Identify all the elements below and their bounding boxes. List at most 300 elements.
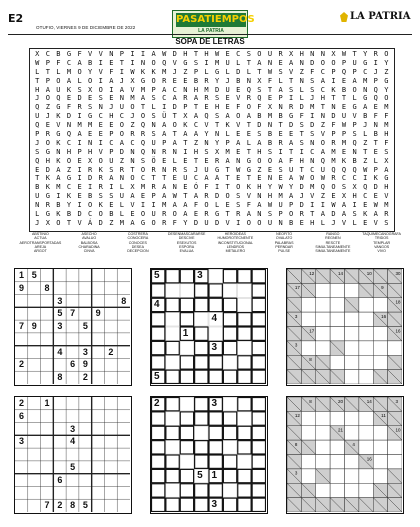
shape-cell[interactable] — [223, 370, 236, 383]
sudoku-cell[interactable]: 6 — [70, 359, 76, 370]
sudoku-cell[interactable] — [66, 371, 79, 384]
sudoku-cell[interactable] — [92, 333, 105, 346]
kakuro-entry-cell[interactable] — [316, 327, 330, 341]
kakuro-entry-cell[interactable] — [373, 341, 387, 355]
kakuro-entry-cell[interactable] — [388, 341, 402, 355]
sudoku-cell[interactable]: 1 — [44, 398, 50, 408]
sudoku-cell[interactable] — [28, 346, 41, 359]
kakuro-entry-cell[interactable] — [359, 341, 373, 355]
shape-cell[interactable] — [252, 426, 265, 439]
sudoku-cell[interactable] — [79, 461, 92, 474]
shape-cell[interactable] — [195, 441, 208, 454]
kakuro-entry-cell[interactable] — [359, 327, 373, 341]
sudoku-cell[interactable] — [53, 423, 66, 436]
sudoku-cell[interactable] — [117, 486, 130, 499]
shape-cell[interactable] — [238, 356, 251, 369]
sudoku-cell[interactable]: 3 — [70, 423, 76, 434]
kakuro-entry-cell[interactable] — [345, 283, 359, 297]
sudoku-cell[interactable] — [53, 448, 66, 461]
shape-cell[interactable] — [166, 469, 179, 482]
kakuro-entry-cell[interactable] — [330, 455, 344, 469]
sudoku-cell[interactable] — [117, 269, 130, 282]
shape-cell[interactable] — [195, 370, 208, 383]
sudoku-cell[interactable] — [15, 423, 28, 436]
sudoku-cell[interactable] — [92, 346, 105, 359]
sudoku-cell[interactable]: 9 — [82, 359, 88, 370]
sudoku-cell[interactable] — [92, 474, 105, 487]
sudoku-cell[interactable] — [92, 320, 105, 333]
sudoku-cell[interactable] — [28, 448, 41, 461]
kakuro-entry-cell[interactable] — [330, 411, 344, 425]
sudoku-cell[interactable] — [66, 397, 79, 410]
sudoku-cell[interactable] — [41, 371, 54, 384]
shape-cell[interactable] — [166, 341, 179, 354]
sudoku-cell[interactable]: 9 — [31, 321, 37, 332]
sudoku-cell[interactable]: 2 — [108, 346, 114, 357]
sudoku-cell[interactable] — [28, 461, 41, 474]
sudoku-cell[interactable] — [28, 282, 41, 295]
sudoku-cell[interactable] — [53, 461, 66, 474]
sudoku-cell[interactable]: 5 — [70, 461, 76, 472]
sudoku-cell[interactable] — [117, 461, 130, 474]
sudoku-cell[interactable] — [28, 307, 41, 320]
shape-cell[interactable] — [252, 370, 265, 383]
sudoku-cell[interactable]: 4 — [70, 436, 76, 447]
shape-cell[interactable] — [166, 412, 179, 425]
shape-cell[interactable] — [252, 356, 265, 369]
shape-cell[interactable] — [238, 284, 251, 297]
kakuro-entry-cell[interactable] — [359, 440, 373, 454]
sudoku-cell[interactable]: 2 — [18, 398, 24, 408]
shape-cell[interactable] — [166, 455, 179, 468]
kakuro-entry-cell[interactable] — [301, 298, 315, 312]
sudoku-cell[interactable]: 1 — [18, 270, 24, 280]
sudoku-cell[interactable] — [66, 410, 79, 423]
kakuro-entry-cell[interactable] — [345, 455, 359, 469]
kakuro-entry-cell[interactable] — [373, 426, 387, 440]
sudoku-cell[interactable] — [117, 371, 130, 384]
kakuro-entry-cell[interactable] — [301, 455, 315, 469]
shape-cell[interactable] — [223, 484, 236, 497]
sudoku-cell[interactable] — [117, 358, 130, 371]
sudoku-cell[interactable] — [104, 295, 117, 308]
shape-cell[interactable] — [180, 412, 193, 425]
shape-cell[interactable] — [223, 341, 236, 354]
kakuro-entry-cell[interactable] — [330, 440, 344, 454]
shape-cell[interactable] — [223, 284, 236, 297]
kakuro-entry-cell[interactable] — [345, 312, 359, 326]
sudoku-cell[interactable] — [92, 397, 105, 410]
shape-cell[interactable] — [180, 426, 193, 439]
sudoku-cell[interactable] — [117, 474, 130, 487]
shape-cell[interactable] — [152, 313, 165, 326]
sudoku-cell[interactable] — [117, 320, 130, 333]
sudoku-cell[interactable] — [104, 410, 117, 423]
kakuro-entry-cell[interactable] — [316, 298, 330, 312]
shape-cell[interactable] — [180, 298, 193, 311]
sudoku-cell[interactable]: 4 — [57, 346, 63, 357]
sudoku-cell[interactable]: 6 — [18, 410, 24, 421]
shape-cell[interactable] — [195, 341, 208, 354]
sudoku-cell[interactable] — [117, 448, 130, 461]
kakuro-entry-cell[interactable] — [301, 469, 315, 483]
sudoku-cell[interactable]: 2 — [82, 372, 88, 383]
sudoku-cell[interactable] — [28, 486, 41, 499]
shape-cell[interactable] — [195, 356, 208, 369]
shape-cell[interactable] — [238, 412, 251, 425]
kakuro-entry-cell[interactable] — [330, 327, 344, 341]
kakuro-entry-cell[interactable] — [316, 341, 330, 355]
sudoku-cell[interactable] — [28, 435, 41, 448]
sudoku-cell[interactable] — [41, 346, 54, 359]
kakuro-entry-cell[interactable] — [330, 283, 344, 297]
sudoku-cell[interactable] — [41, 410, 54, 423]
shape-cell[interactable] — [252, 398, 265, 411]
sudoku-cell[interactable] — [66, 295, 79, 308]
kakuro-entry-cell[interactable] — [373, 327, 387, 341]
sudoku-cell[interactable] — [92, 269, 105, 282]
kakuro-entry-cell[interactable] — [359, 483, 373, 497]
shape-cell[interactable] — [180, 356, 193, 369]
sudoku-cell[interactable]: 5 — [31, 270, 37, 280]
shape-cell[interactable] — [223, 412, 236, 425]
shape-cell[interactable] — [152, 498, 165, 511]
sudoku-cell[interactable]: 7 — [70, 308, 76, 319]
shape-cell[interactable] — [252, 313, 265, 326]
sudoku-cell[interactable]: 3 — [57, 295, 63, 306]
shape-cell[interactable] — [152, 412, 165, 425]
shape-cell[interactable] — [180, 313, 193, 326]
kakuro-entry-cell[interactable] — [301, 426, 315, 440]
sudoku-cell[interactable] — [104, 474, 117, 487]
sudoku-cell[interactable] — [104, 320, 117, 333]
sudoku-cell[interactable] — [66, 320, 79, 333]
shape-cell[interactable] — [223, 270, 236, 283]
shape-cell[interactable] — [180, 455, 193, 468]
sudoku-cell[interactable] — [92, 282, 105, 295]
sudoku-cell[interactable] — [79, 295, 92, 308]
sudoku-cell[interactable]: 7 — [18, 321, 24, 332]
sudoku-cell[interactable] — [79, 269, 92, 282]
shape-cell[interactable] — [238, 484, 251, 497]
kakuro-entry-cell[interactable] — [316, 455, 330, 469]
sudoku-cell[interactable] — [28, 410, 41, 423]
sudoku-cell[interactable]: 8 — [70, 500, 76, 511]
shape-cell[interactable] — [152, 469, 165, 482]
shape-cell[interactable] — [166, 356, 179, 369]
sudoku-cell[interactable]: 3 — [18, 436, 24, 447]
sudoku-cell[interactable] — [117, 435, 130, 448]
shape-cell[interactable] — [252, 498, 265, 511]
shape-cell[interactable] — [238, 298, 251, 311]
kakuro-entry-cell[interactable] — [388, 455, 402, 469]
kakuro-entry-cell[interactable] — [316, 411, 330, 425]
shape-cell[interactable] — [166, 313, 179, 326]
sudoku-cell[interactable] — [41, 333, 54, 346]
sudoku-cell[interactable] — [15, 307, 28, 320]
shape-cell[interactable] — [252, 455, 265, 468]
shape-cell[interactable] — [252, 270, 265, 283]
sudoku-cell[interactable] — [79, 397, 92, 410]
sudoku-cell[interactable] — [104, 397, 117, 410]
kakuro-entry-cell[interactable] — [330, 298, 344, 312]
sudoku-cell[interactable] — [104, 333, 117, 346]
sudoku-cell[interactable] — [41, 435, 54, 448]
shape-cell[interactable] — [252, 484, 265, 497]
shape-cell[interactable] — [209, 484, 222, 497]
shape-cell[interactable] — [152, 426, 165, 439]
shape-cell[interactable] — [252, 298, 265, 311]
kakuro-entry-cell[interactable] — [316, 483, 330, 497]
sudoku-cell[interactable] — [28, 499, 41, 512]
shape-cell[interactable] — [238, 341, 251, 354]
sudoku-cell[interactable] — [92, 486, 105, 499]
shape-cell[interactable] — [238, 498, 251, 511]
kakuro-entry-cell[interactable] — [345, 370, 359, 384]
shape-cell[interactable] — [152, 284, 165, 297]
sudoku-cell[interactable] — [28, 358, 41, 371]
kakuro-entry-cell[interactable] — [301, 411, 315, 425]
shape-cell[interactable] — [209, 370, 222, 383]
shape-cell[interactable] — [252, 441, 265, 454]
kakuro-entry-cell[interactable] — [359, 469, 373, 483]
sudoku-cell[interactable] — [104, 282, 117, 295]
sudoku-cell[interactable]: 8 — [121, 295, 127, 306]
sudoku-cell[interactable] — [41, 423, 54, 436]
shape-cell[interactable] — [195, 284, 208, 297]
shape-cell[interactable] — [180, 284, 193, 297]
sudoku-cell[interactable] — [92, 461, 105, 474]
shape-cell[interactable] — [209, 426, 222, 439]
shape-cell[interactable] — [195, 498, 208, 511]
sudoku-cell[interactable]: 3 — [57, 321, 63, 332]
shape-cell[interactable] — [252, 341, 265, 354]
shape-cell[interactable] — [166, 441, 179, 454]
shape-cell[interactable] — [238, 426, 251, 439]
shape-cell[interactable] — [238, 313, 251, 326]
kakuro-entry-cell[interactable] — [345, 355, 359, 369]
sudoku-cell[interactable] — [66, 333, 79, 346]
sudoku-cell[interactable] — [28, 333, 41, 346]
kakuro-entry-cell[interactable] — [373, 469, 387, 483]
sudoku-cell[interactable] — [15, 333, 28, 346]
shape-cell[interactable] — [252, 327, 265, 340]
kakuro-entry-cell[interactable] — [316, 312, 330, 326]
sudoku-cell[interactable] — [79, 307, 92, 320]
sudoku-cell[interactable]: 9 — [95, 308, 101, 319]
shape-cell[interactable] — [180, 441, 193, 454]
sudoku-cell[interactable] — [53, 397, 66, 410]
shape-cell[interactable] — [223, 313, 236, 326]
sudoku-cell[interactable] — [53, 410, 66, 423]
shape-cell[interactable] — [195, 327, 208, 340]
shape-cell[interactable] — [223, 327, 236, 340]
kakuro-entry-cell[interactable] — [330, 312, 344, 326]
shape-cell[interactable] — [238, 370, 251, 383]
sudoku-cell[interactable] — [92, 499, 105, 512]
sudoku-cell[interactable] — [41, 320, 54, 333]
sudoku-cell[interactable] — [53, 269, 66, 282]
sudoku-cell[interactable]: 3 — [82, 346, 88, 357]
sudoku-cell[interactable] — [41, 474, 54, 487]
shape-cell[interactable] — [166, 298, 179, 311]
sudoku-cell[interactable] — [117, 346, 130, 359]
kakuro-entry-cell[interactable] — [316, 283, 330, 297]
shape-cell[interactable] — [180, 270, 193, 283]
sudoku-cell[interactable] — [104, 435, 117, 448]
sudoku-cell[interactable]: 9 — [18, 282, 24, 293]
sudoku-cell[interactable] — [104, 423, 117, 436]
kakuro-entry-cell[interactable] — [359, 355, 373, 369]
shape-cell[interactable] — [238, 398, 251, 411]
shape-cell[interactable] — [223, 426, 236, 439]
sudoku-cell[interactable] — [92, 295, 105, 308]
sudoku-cell[interactable] — [117, 307, 130, 320]
kakuro-entry-cell[interactable] — [345, 327, 359, 341]
shape-cell[interactable] — [195, 484, 208, 497]
kakuro-entry-cell[interactable] — [373, 298, 387, 312]
shape-cell[interactable] — [238, 455, 251, 468]
sudoku-cell[interactable] — [79, 448, 92, 461]
shape-cell[interactable] — [195, 426, 208, 439]
sudoku-cell[interactable] — [28, 397, 41, 410]
sudoku-cell[interactable] — [104, 269, 117, 282]
sudoku-cell[interactable] — [79, 486, 92, 499]
sudoku-cell[interactable]: 5 — [82, 500, 88, 511]
shape-cell[interactable] — [166, 370, 179, 383]
shape-cell[interactable] — [223, 298, 236, 311]
shape-cell[interactable] — [209, 270, 222, 283]
kakuro-entry-cell[interactable] — [345, 341, 359, 355]
shape-cell[interactable] — [180, 398, 193, 411]
sudoku-cell[interactable] — [117, 410, 130, 423]
shape-cell[interactable] — [238, 327, 251, 340]
kakuro-entry-cell[interactable] — [301, 341, 315, 355]
kakuro-entry-cell[interactable] — [330, 469, 344, 483]
kakuro-entry-cell[interactable] — [345, 483, 359, 497]
shape-cell[interactable] — [152, 484, 165, 497]
kakuro-entry-cell[interactable] — [301, 312, 315, 326]
shape-cell[interactable] — [238, 441, 251, 454]
sudoku-cell[interactable] — [66, 486, 79, 499]
sudoku-cell[interactable] — [41, 269, 54, 282]
shape-cell[interactable] — [152, 341, 165, 354]
shape-cell[interactable] — [180, 498, 193, 511]
sudoku-cell[interactable] — [41, 486, 54, 499]
sudoku-cell[interactable] — [66, 474, 79, 487]
shape-cell[interactable] — [166, 498, 179, 511]
shape-cell[interactable] — [166, 327, 179, 340]
shape-cell[interactable] — [223, 356, 236, 369]
sudoku-cell[interactable] — [53, 358, 66, 371]
shape-cell[interactable] — [238, 270, 251, 283]
shape-cell[interactable] — [209, 441, 222, 454]
sudoku-cell[interactable] — [15, 448, 28, 461]
shape-cell[interactable] — [223, 469, 236, 482]
sudoku-cell[interactable] — [53, 486, 66, 499]
shape-cell[interactable] — [223, 441, 236, 454]
sudoku-cell[interactable] — [117, 423, 130, 436]
shape-cell[interactable] — [166, 398, 179, 411]
shape-cell[interactable] — [166, 284, 179, 297]
sudoku-cell[interactable] — [117, 499, 130, 512]
shape-cell[interactable] — [195, 412, 208, 425]
kakuro-entry-cell[interactable] — [373, 355, 387, 369]
sudoku-cell[interactable]: 2 — [18, 359, 24, 370]
kakuro-entry-cell[interactable] — [359, 411, 373, 425]
sudoku-cell[interactable] — [66, 269, 79, 282]
kakuro-entry-cell[interactable] — [330, 355, 344, 369]
sudoku-cell[interactable] — [104, 358, 117, 371]
sudoku-cell[interactable] — [15, 499, 28, 512]
sudoku-cell[interactable]: 8 — [57, 372, 63, 383]
shape-cell[interactable] — [195, 298, 208, 311]
sudoku-cell[interactable] — [79, 282, 92, 295]
kakuro-entry-cell[interactable] — [345, 411, 359, 425]
shape-cell[interactable] — [152, 455, 165, 468]
sudoku-cell[interactable]: 2 — [57, 500, 63, 511]
sudoku-cell[interactable] — [41, 358, 54, 371]
shape-cell[interactable] — [180, 370, 193, 383]
sudoku-cell[interactable]: 6 — [57, 474, 63, 485]
sudoku-cell[interactable] — [92, 448, 105, 461]
sudoku-cell[interactable] — [53, 435, 66, 448]
shape-cell[interactable] — [152, 356, 165, 369]
sudoku-cell[interactable] — [41, 448, 54, 461]
sudoku-cell[interactable] — [92, 358, 105, 371]
sudoku-cell[interactable]: 8 — [44, 282, 50, 293]
sudoku-cell[interactable] — [15, 371, 28, 384]
sudoku-cell[interactable] — [117, 282, 130, 295]
shape-cell[interactable] — [166, 426, 179, 439]
shape-cell[interactable] — [223, 498, 236, 511]
sudoku-cell[interactable] — [66, 346, 79, 359]
shape-cell[interactable] — [209, 298, 222, 311]
shape-cell[interactable] — [195, 313, 208, 326]
sudoku-cell[interactable] — [41, 295, 54, 308]
sudoku-cell[interactable] — [28, 423, 41, 436]
shape-cell[interactable] — [180, 341, 193, 354]
shape-cell[interactable] — [209, 327, 222, 340]
kakuro-entry-cell[interactable] — [373, 440, 387, 454]
kakuro-entry-cell[interactable] — [345, 469, 359, 483]
sudoku-cell[interactable] — [53, 333, 66, 346]
sudoku-cell[interactable]: 5 — [57, 308, 63, 319]
shape-cell[interactable] — [166, 270, 179, 283]
sudoku-cell[interactable] — [41, 307, 54, 320]
sudoku-cell[interactable] — [15, 346, 28, 359]
sudoku-cell[interactable] — [66, 448, 79, 461]
sudoku-cell[interactable] — [92, 410, 105, 423]
sudoku-cell[interactable] — [104, 448, 117, 461]
sudoku-cell[interactable]: 7 — [44, 500, 50, 511]
sudoku-cell[interactable] — [92, 423, 105, 436]
sudoku-cell[interactable] — [79, 423, 92, 436]
sudoku-cell[interactable] — [15, 486, 28, 499]
kakuro-entry-cell[interactable] — [330, 483, 344, 497]
shape-cell[interactable] — [223, 398, 236, 411]
sudoku-cell[interactable] — [53, 282, 66, 295]
sudoku-cell[interactable] — [92, 435, 105, 448]
kakuro-entry-cell[interactable] — [316, 440, 330, 454]
shape-cell[interactable] — [209, 356, 222, 369]
kakuro-entry-cell[interactable] — [316, 426, 330, 440]
kakuro-entry-cell[interactable] — [359, 370, 373, 384]
shape-cell[interactable] — [209, 412, 222, 425]
kakuro-entry-cell[interactable] — [359, 312, 373, 326]
sudoku-cell[interactable] — [28, 371, 41, 384]
kakuro-entry-cell[interactable] — [388, 440, 402, 454]
